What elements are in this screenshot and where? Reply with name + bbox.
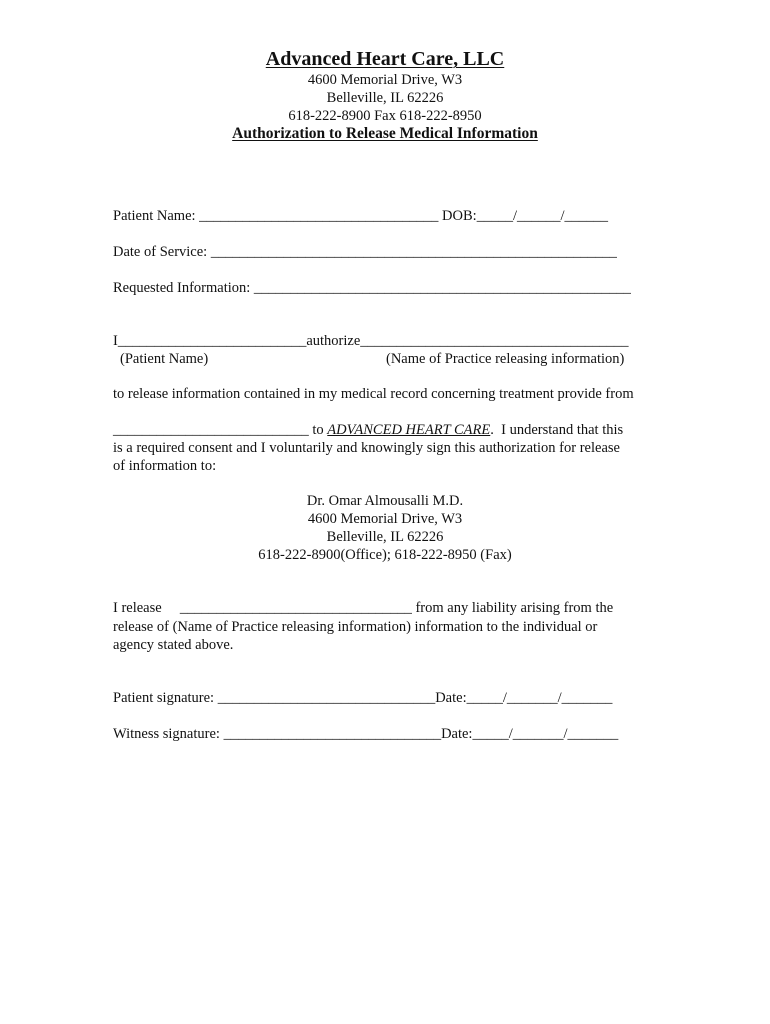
patient-name-caption: (Patient Name) (120, 351, 209, 367)
release-liability-line2: release of (Name of Practice releasing information) information to the individual or (113, 619, 598, 635)
authorize-line[interactable]: I__________________________authorize_____________________________________ (113, 333, 629, 349)
patient-signature-field[interactable]: Patient signature: ______________________________Date:_____/_______/_______ (113, 690, 613, 706)
recipient-address-line1: 4600 Memorial Drive, W3 (307, 511, 463, 527)
company-phone-fax: 618-222-8900 Fax 618-222-8950 (288, 108, 482, 124)
consent-text-line: is a required consent and I voluntarily and knowingly sign this authorization for release (113, 440, 620, 456)
understand-text: . I understand that this (490, 422, 624, 438)
practice-name-caption: (Name of Practice releasing information) (386, 351, 625, 367)
recipient-practice-name: ADVANCED HEART CARE (327, 422, 491, 438)
release-liability-line3: agency stated above. (113, 637, 234, 653)
of-information-to-text: of information to: (113, 458, 217, 474)
form-title: Authorization to Release Medical Information (232, 125, 538, 142)
patient-name-dob-field[interactable]: Patient Name: _________________________________ DOB:_____/______/______ (113, 208, 608, 224)
witness-signature-field[interactable]: Witness signature: ______________________________Date:_____/_______/_______ (113, 726, 619, 742)
date-of-service-field[interactable]: Date of Service: ________________________________________________________ (113, 244, 617, 260)
recipient-phones: 618-222-8900(Office); 618-222-8950 (Fax) (258, 547, 512, 563)
recipient-doctor-name: Dr. Omar Almousalli M.D. (306, 493, 464, 509)
release-to-line[interactable] (113, 422, 623, 439)
recipient-address-line2: Belleville, IL 62226 (326, 529, 444, 545)
company-address-line2: Belleville, IL 62226 (326, 90, 444, 106)
requested-information-field[interactable]: Requested Information: ____________________________________________________ (113, 280, 631, 296)
provider-blank[interactable]: ___________________________ to (113, 422, 328, 438)
release-text-line: to release information contained in my medical record concerning treatment provide from (113, 386, 634, 402)
company-address-line1: 4600 Memorial Drive, W3 (307, 72, 463, 88)
company-name: Advanced Heart Care, LLC (265, 48, 505, 70)
release-liability-line[interactable]: I release ________________________________ from any liability arising from the (113, 600, 614, 616)
